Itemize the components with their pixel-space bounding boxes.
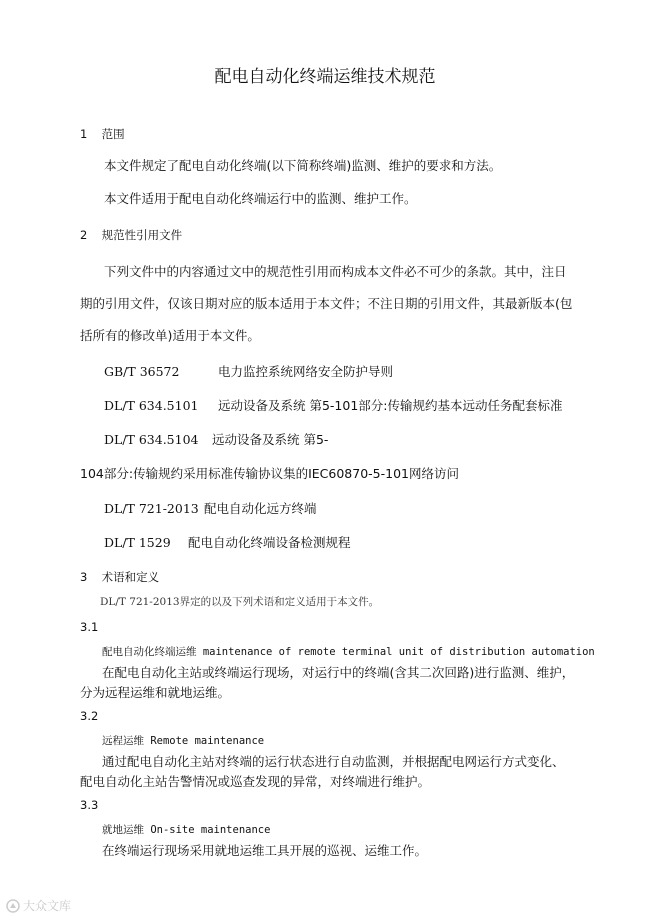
term-definition-line: 通过配电自动化主站对终端的运行状态进行自动监测，并根据配电网运行方式变化、 — [102, 754, 565, 769]
term-number: 3.2 — [80, 709, 99, 723]
section-number: 3 — [80, 570, 88, 584]
reference-title: 配电自动化远方终端 — [203, 501, 317, 516]
section-1-heading — [80, 126, 125, 142]
term-definition-line: 在配电自动化主站或终端运行现场，对运行中的终端(含其二次回路)进行监测、维护， — [102, 665, 575, 680]
reference-item — [104, 430, 328, 448]
reference-code: GB/T 36572 — [104, 364, 180, 379]
term-number: 3.3 — [80, 798, 99, 812]
reference-code: DL/T 1529 — [104, 535, 171, 550]
reference-code: DL/T 721-2013 — [104, 501, 199, 516]
document-title: 配电自动化终端运维技术规范 — [214, 67, 436, 87]
reference-title: 104部分:传输规约采用标准传输协议集的IEC60870-5-101网络访问 — [80, 466, 459, 481]
paragraph-line: 括所有的修改单)适用于本文件。 — [80, 328, 260, 343]
reference-item — [104, 396, 563, 414]
watermark-logo-icon — [6, 899, 20, 913]
term-definition-line: 分为远程运维和就地运维。 — [80, 685, 231, 700]
section-title: 术语和定义 — [101, 570, 160, 584]
reference-title: 远动设备及系统 第5-101部分:传输规约基本远动任务配套标准 — [217, 398, 563, 413]
section-number: 1 — [80, 127, 88, 141]
reference-item — [104, 533, 351, 551]
reference-code: DL/T 634.5104 — [104, 432, 199, 447]
watermark-text: 大众文库 — [23, 899, 72, 913]
paragraph: 本文件规定了配电自动化终端(以下简称终端)监测、维护的要求和方法。 — [104, 158, 502, 173]
term-number: 3.1 — [80, 620, 99, 634]
section-number: 2 — [80, 228, 88, 242]
reference-code: DL/T 634.5101 — [104, 398, 199, 413]
term-title: 配电自动化终端运维 maintenance of remote terminal unit of distribution automation — [102, 646, 595, 658]
reference-item — [104, 499, 317, 517]
section-intro: DL/T 721-2013界定的以及下列术语和定义适用于本文件。 — [100, 596, 380, 608]
paragraph: 本文件适用于配电自动化终端运行中的监测、维护工作。 — [104, 191, 417, 206]
reference-title: 远动设备及系统 第5- — [211, 432, 329, 447]
term-title: 远程运维 Remote maintenance — [102, 735, 265, 747]
section-2-heading — [80, 227, 182, 243]
reference-item — [104, 362, 393, 380]
term-definition-line: 配电自动化主站告警情况或巡查发现的异常，对终端进行维护。 — [80, 774, 431, 789]
reference-title: 电力监控系统网络安全防护导则 — [217, 364, 393, 379]
term-title: 就地运维 On-site maintenance — [102, 824, 271, 836]
reference-title: 配电自动化终端设备检测规程 — [187, 535, 351, 550]
paragraph-line: 下列文件中的内容通过文中的规范性引用而构成本文件必不可少的条款。其中，注日 — [104, 264, 567, 279]
watermark — [6, 897, 71, 914]
term-definition-line: 在终端运行现场采用就地运维工具开展的巡视、运维工作。 — [102, 843, 428, 858]
reference-item-continued — [80, 464, 459, 482]
paragraph-line: 期的引用文件，仅该日期对应的版本适用于本文件；不注日期的引用文件，其最新版本(包 — [80, 296, 573, 311]
section-title: 范围 — [101, 127, 125, 141]
section-title: 规范性引用文件 — [101, 228, 183, 242]
section-3-heading — [80, 569, 159, 585]
